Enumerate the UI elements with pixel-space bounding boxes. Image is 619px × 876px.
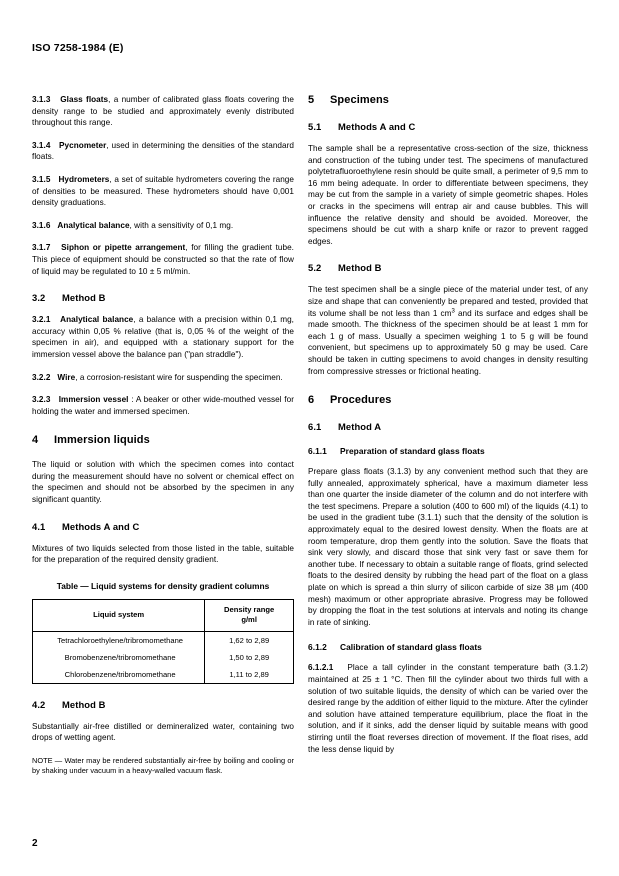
table-row [33, 649, 294, 666]
heading-number: 4 [32, 434, 39, 447]
clause-number: 3.2.3 [32, 395, 51, 405]
paragraph-5-2-part2: and its surface and edges shall be made smooth. The thickness of the specimen should be at least 1 mm for each 1 g of mass. Usually a specimen weighing 1 to 5 g will be found convenient, but specimens up to approximately 50 g may be used. Care should be taken in cutting specimens to avoid changes in density resulting from compressive stresses or frictional heating. [308, 308, 588, 376]
heading-number: 6.1.2 [308, 642, 327, 653]
heading-number: 5.1 [308, 121, 322, 132]
heading-6-1-2 [308, 642, 588, 652]
clause-term: Hydrometers [58, 174, 110, 184]
clause-3-1-3 [32, 94, 294, 129]
clause-term: Analytical balance [60, 315, 134, 325]
clause-number: 3.2.1 [32, 315, 51, 325]
cell-liquid-system: Chlorobenzene/tribromomethane [33, 666, 205, 684]
heading-4-1 [32, 521, 294, 532]
heading-number: 6.1 [308, 421, 322, 433]
density-range-unit: g/ml [241, 614, 257, 624]
clause-text: , a set of suitable hydrometers covering the range of densities to be measured. These hydrometers should have 0,001 density graduations. [32, 174, 294, 208]
clause-3-1-5 [32, 174, 294, 209]
heading-6-1 [308, 421, 588, 432]
paragraph-4: The liquid or solution with which the specimen comes into contact during the measurement should have no solvent or chemical effect on the specimen and should not be absorbed by the specimen in any significant quantity. [32, 460, 294, 505]
heading-title: Preparation of standard glass floats [340, 446, 485, 457]
paragraph-5-1: The sample shall be a representative cross-section of the size, thickness and construction of the tubing under test. The specimens of manufactured polytetrafluoroethylene resin should be quite small, a perimeter of 9,5 mm to 16 mm being adequate. In order to differentiate between specimens, they may be cut from the sample in a variety of simple geometric shapes. Holes or cracks in the specimens will entrap air and cause bubbles. This will influence the relative density and should be avoided. Moreover, the specimens should be cut with a sharp knife or razor to prevent ragged edges. [308, 144, 588, 246]
heading-number: 5 [308, 94, 315, 106]
heading-title: Method B [338, 262, 382, 274]
clause-3-1-6 [32, 220, 294, 232]
heading-number: 5.2 [308, 262, 322, 274]
paragraph-6-1-2-1 [308, 662, 588, 755]
paragraph-5-2-part1: The test specimen shall be a single piece of the material under test, of any size and shape that can conveniently be prepared and tested, provided that its volume shall be not less than 1 cm [308, 285, 588, 318]
cell-density-range: 1,11 to 2,89 [205, 666, 294, 684]
clause-3-1-4 [32, 140, 294, 163]
superscript-cubic: 3 [451, 307, 455, 314]
cell-density-range: 1,62 to 2,89 [205, 631, 294, 649]
clause-text: , a number of calibrated glass floats covering the density range to be studied and approximately evenly distributed throughout this range. [32, 95, 294, 128]
clause-number: 6.1.2.1 [308, 663, 334, 673]
paragraph-6-1-1: Prepare glass floats (3.1.3) by any convenient method such that they are fully annealed, approximately spherical, have a maximum diameter less than one quarter the inside diameter of the column and do not interfere with the test specimens. Prepare a solution (400 to 600 ml) of the liquids (4.1) to be used in the gradient tube (3.1.1) such that the density of the solution is approximately equal to the desired lowest density. When the floats are at room temperature, drop them gently into the solution. Save the floats that sink very slowly, and discard those that sink very fast or save them for another tube. If necessary to obtain a suitable range of floats, grind selected floats to the desired density by rubbing the head part of the float on a glass plate on which is spread a thin slurry of silicon carbide of size 38 µm (400 mesh) maximum or other appropriate abrasive. Progress may be followed by dropping the float in the test solutions at intervals and noting its change in rate of sinking. [308, 467, 588, 627]
clause-number: 3.1.4 [32, 140, 51, 150]
table-header [33, 599, 294, 631]
heading-title: Specimens [330, 94, 389, 106]
clause-text: , with a sensitivity of 0,1 mg. [129, 220, 234, 230]
column-header-density-range [205, 599, 294, 631]
heading-3-2 [32, 292, 294, 303]
left-column [32, 94, 294, 777]
clause-text: , used in determining the densities of the standard floats. [32, 140, 294, 162]
clause-text: : A beaker or other wide-mouthed vessel for holding the water and immersed specimen. [32, 395, 294, 416]
clause-number: 3.1.6 [32, 220, 51, 230]
cell-liquid-system: Tetrachloroethylene/tribromomethane [33, 631, 205, 649]
table-row [33, 631, 294, 649]
clause-term: Pycnometer [59, 140, 107, 150]
clause-3-2-2 [32, 372, 294, 384]
heading-title: Method B [62, 698, 106, 710]
clause-text: , a balance with a precision within 0,1 mg, accuracy within 0,05 % relative (that is, 0,05 % of the weight of the specimen in air), and equipped with a stationary support for the immersion vessel above the balance pan ("pan straddle"). [32, 315, 294, 359]
clause-number: 3.1.7 [32, 243, 51, 253]
heading-number: 4.1 [32, 520, 46, 532]
table-row [33, 666, 294, 684]
heading-6-1-1 [308, 446, 588, 456]
column-header-liquid-system: Liquid system [33, 599, 205, 631]
note-text: NOTE — Water may be rendered substantially air-free by boiling and cooling or by shaking under vacuum in a heavy-walled vacuum flask. [32, 756, 294, 776]
heading-title: Methods A and C [338, 121, 416, 132]
clause-text: Place a tall cylinder in the constant temperature bath (3.1.2) maintained at 25 ± 1 °C. Then fill the cylinder about two thirds full with a solution of two suitable liquids, the density of which can be varied over the desired range by the addition of either liquid to the mixture. After the cylinder and solution have attained temperature equilibrium, place the float in the solution, and if it sinks, add the denser liquid by suitable means with good stirring until the float reverses direction of movement. If the float rises, add the less dense liquid by [308, 663, 588, 754]
right-column [308, 94, 588, 777]
heading-number: 6.1.1 [308, 446, 327, 457]
heading-5-2 [308, 262, 588, 273]
paragraph-5-2 [308, 284, 588, 377]
heading-title: Procedures [330, 394, 392, 407]
heading-5-1 [308, 121, 588, 132]
cell-density-range: 1,50 to 2,89 [205, 649, 294, 666]
clause-number: 3.1.5 [32, 174, 51, 184]
cell-liquid-system: Bromobenzene/tribromomethane [33, 649, 205, 666]
heading-5 [308, 94, 588, 106]
heading-title: Method A [338, 421, 382, 433]
clause-number: 3.2.2 [32, 372, 51, 382]
liquid-systems-table [32, 599, 294, 684]
page-header: ISO 7258-1984 (E) [32, 42, 124, 54]
heading-4-2 [32, 699, 294, 710]
density-range-label: Density range [224, 604, 275, 614]
clause-term: Siphon or pipette arrangement [61, 243, 186, 253]
clause-term: Immersion vessel [58, 395, 129, 405]
paragraph-4-2: Substantially air-free distilled or demineralized water, containing two drops of wetting agent. [32, 721, 294, 743]
two-column-body [32, 94, 588, 777]
clause-3-2-3 [32, 394, 294, 417]
heading-number: 3.2 [32, 292, 46, 304]
clause-term: Wire [57, 372, 76, 382]
clause-text: , a corrosion-resistant wire for suspending the specimen. [75, 372, 283, 382]
heading-title: Immersion liquids [54, 434, 150, 447]
clause-term: Glass floats [60, 95, 109, 104]
heading-title: Calibration of standard glass floats [340, 642, 482, 653]
clause-term: Analytical balance [57, 220, 130, 230]
table-body [33, 631, 294, 683]
clause-number: 3.1.3 [32, 95, 51, 104]
page-number: 2 [32, 838, 38, 849]
paragraph-4-1: Mixtures of two liquids selected from those listed in the table, suitable for the preparation of the required density gradient. [32, 543, 294, 565]
heading-6 [308, 394, 588, 406]
heading-number: 4.2 [32, 698, 46, 710]
table-caption: Table — Liquid systems for density gradient columns [56, 580, 270, 591]
heading-4 [32, 434, 294, 446]
heading-title: Methods A and C [62, 520, 140, 532]
heading-number: 6 [308, 394, 315, 407]
clause-3-1-7 [32, 242, 294, 277]
clause-text: , for filling the gradient tube. This piece of equipment should be constructed so that the rate of flow of liquid may be regulated to 10 ± 5 ml/min. [32, 243, 294, 276]
clause-3-2-1 [32, 314, 294, 360]
table-header-row [33, 599, 294, 631]
heading-title: Method B [62, 292, 106, 304]
